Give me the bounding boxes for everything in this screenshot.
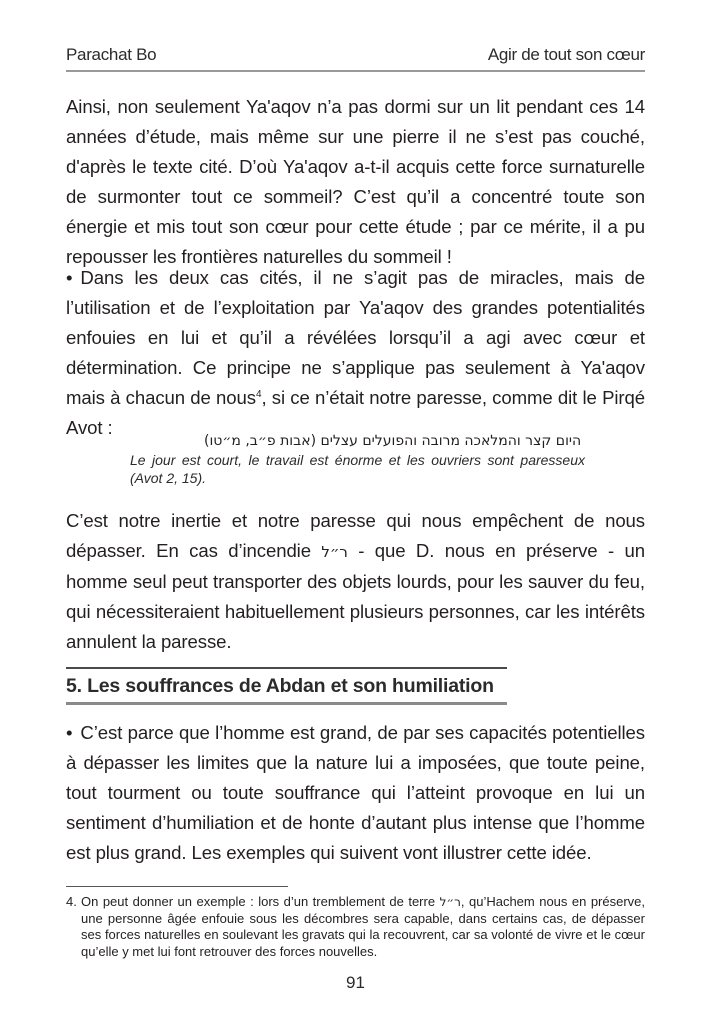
paragraph-text: C’est parce que l’homme est grand, de par ses capacités potentielles à dépasser les limites que la nature lui a imposées, que toute peine, tout tourment ou toute souffrance qui l’atteint provoque en lui un sentiment d’humiliation et de honte d’autant plus intense que l’homme est plus grand. Les exemples qui suivent vont illustrer cette idée.: [66, 722, 645, 863]
paragraph-text: Dans les deux cas cités, il ne s’agit pas de miracles, mais de l’utilisation et de l’exploitation par Ya'aqov des grandes potentialités enfouies en lui et qu’il a révélées lorsqu’il a agi avec cœur et détermination. Ce principe ne s’applique pas seulement à Ya'aqov mais à chacun de nous: [66, 267, 645, 408]
paragraph-humiliation: [66, 718, 645, 868]
bullet-icon: •: [66, 267, 73, 288]
paragraph-text: C’est notre inertie et notre paresse qui nous empêchent de nous dépasser. En cas d’incendie: [66, 510, 645, 561]
footnote-reference[interactable]: 4: [255, 389, 262, 400]
paragraph-yaaqov-sleep: Ainsi, non seulement Ya'aqov n’a pas dormi sur un lit pendant ces 14 années d’étude, mais même sur une pierre il ne s’est pas couché, d'après le texte cité. D’où Ya'aqov a-t-il acquis cette force surnaturelle de surmonter tout ce sommeil? C’est qu’il a concentré toute son énergie et mis tout son cœur pour cette étude ; par ce mérite, il a pu repousser les frontières naturelles du sommeil !: [66, 96, 645, 267]
paragraph-potentialities: [66, 263, 645, 443]
quote-hebrew-text: היום קצר והמלאכה מרובה והפועלים עצלים (אבות פ״ב, מ״טו): [204, 433, 582, 449]
header-parasha-title: Parachat Bo: [66, 45, 157, 64]
bullet-icon: •: [66, 722, 73, 743]
quote-french-translation: Le jour est court, le travail est énorme et les ouvriers sont paresseux (Avot 2, 15).: [130, 452, 585, 486]
hebrew-abbreviation: ר״ל: [321, 543, 348, 561]
footnote-text-continued: , qu’Hachem nous en préserve, une personne âgée enfouie sous les décombres sera capable, dans certains cas, de dépasser ses forces naturelles en soulevant les gravats qui la recouvrent, car sa volonté de vivre et le cœur qu’elle y met lui font retrouver des forces nouvelles.: [81, 894, 646, 959]
paragraph-inertia: [66, 506, 645, 657]
page-number: 91: [346, 973, 365, 992]
footnote-number: 4.: [66, 894, 77, 909]
pirqe-avot-quote: [130, 431, 585, 487]
footnote-4: [66, 894, 645, 960]
running-header: [66, 44, 645, 72]
section-heading: 5. Les souffrances de Abdan et son humiliation: [66, 667, 507, 705]
footnote-divider: [66, 886, 288, 887]
paragraph-text-continued: , si ce n’était notre paresse, comme dit le Pirqé Avot :: [66, 387, 645, 438]
header-chapter-title: Agir de tout son cœur: [487, 45, 645, 64]
footnote-text: On peut donner un exemple : lors d’un tremblement de terre: [81, 894, 440, 909]
hebrew-abbreviation: ר״ל: [439, 895, 461, 909]
paragraph-text-continued: - que D. nous en préserve - un homme seul peut transporter des objets lourds, pour les sauver du feu, qui nécessiteraient habituellement plusieurs personnes, car les intérêts annulent la paresse.: [66, 540, 645, 652]
